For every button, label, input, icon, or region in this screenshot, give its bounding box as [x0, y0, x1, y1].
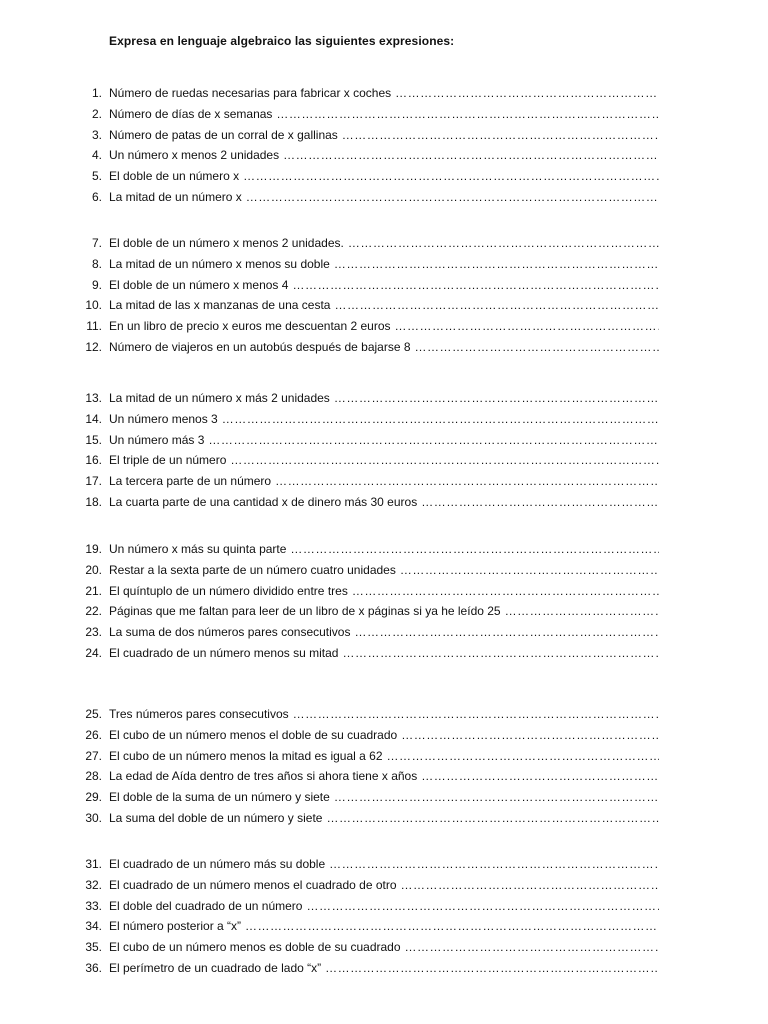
- exercise-text: El cubo de un número menos el doble de su cuadrado: [109, 727, 398, 742]
- exercise-number: 28.: [85, 769, 102, 784]
- exercise-item: [0, 146, 768, 164]
- answer-dotted-line[interactable]: [348, 234, 659, 252]
- exercise-number: 12.: [85, 340, 102, 354]
- exercise-number: 1.: [91, 86, 102, 100]
- answer-dotted-line[interactable]: [326, 809, 659, 827]
- exercise-line: [109, 126, 659, 144]
- exercise-line: [109, 296, 659, 314]
- exercise-text: Número de viajeros en un autobús después de bajarse 8: [109, 340, 411, 354]
- answer-dotted-line[interactable]: [325, 959, 659, 977]
- exercise-line: [109, 84, 659, 102]
- exercise-text: La mitad de un número x más 2 unidades: [109, 391, 330, 405]
- answer-dotted-line[interactable]: [415, 338, 659, 356]
- exercise-text: El cuadrado de un número menos su mitad: [109, 646, 339, 660]
- exercise-item: [0, 644, 768, 662]
- exercise-text: El doble de un número x menos 4: [109, 277, 289, 292]
- answer-dotted-line[interactable]: [405, 938, 659, 956]
- exercise-number: 14.: [85, 411, 102, 426]
- exercise-line: [109, 917, 659, 935]
- answer-dotted-line[interactable]: [246, 188, 659, 206]
- answer-dotted-line[interactable]: [387, 747, 660, 765]
- exercise-item: [0, 705, 768, 723]
- exercise-number: 17.: [85, 474, 102, 489]
- exercise-text: El número posterior a “x”: [109, 919, 242, 934]
- exercise-number: 10.: [85, 298, 102, 313]
- exercise-line: [109, 451, 659, 469]
- exercise-text: El doble de la suma de un número y siete: [109, 790, 330, 805]
- exercise-item: [0, 255, 768, 273]
- exercise-text: La mitad de un número x menos su doble: [109, 256, 330, 271]
- exercise-text: La edad de Aída dentro de tres años si ahora tiene x años: [109, 769, 418, 784]
- exercise-number: 15.: [85, 432, 102, 447]
- exercise-line: [109, 644, 659, 662]
- answer-dotted-line[interactable]: [290, 540, 659, 558]
- answer-dotted-line[interactable]: [329, 855, 659, 873]
- exercise-item: [0, 389, 768, 407]
- exercise-text: La suma de dos números pares consecutivos: [109, 625, 351, 640]
- answer-dotted-line[interactable]: [230, 451, 659, 469]
- exercise-number: 13.: [85, 391, 102, 405]
- exercise-number: 34.: [85, 919, 102, 934]
- exercise-item: [0, 726, 768, 744]
- exercise-line: [109, 561, 659, 579]
- exercise-text: El cuadrado de un número más su doble: [109, 857, 326, 871]
- exercise-line: [109, 255, 659, 273]
- exercise-item: [0, 809, 768, 827]
- answer-dotted-line[interactable]: [342, 644, 659, 662]
- exercise-number: 31.: [85, 857, 102, 871]
- exercise-number: 27.: [85, 748, 102, 763]
- exercise-line: [109, 705, 659, 723]
- exercise-number: 5.: [91, 169, 102, 184]
- exercise-number: 19.: [85, 542, 102, 556]
- exercise-number: 36.: [85, 961, 102, 975]
- exercise-item: [0, 493, 768, 511]
- exercise-line: [109, 602, 659, 620]
- answer-dotted-line[interactable]: [395, 84, 659, 102]
- exercise-line: [109, 897, 659, 915]
- exercise-number: 32.: [85, 877, 102, 892]
- exercise-line: [109, 338, 659, 356]
- exercise-line: [109, 788, 659, 806]
- exercise-line: [109, 582, 659, 600]
- answer-dotted-line[interactable]: [334, 255, 659, 273]
- exercise-text: Tres números pares consecutivos: [109, 707, 289, 721]
- exercise-line: [109, 234, 659, 252]
- exercise-item: [0, 234, 768, 252]
- exercise-item: [0, 582, 768, 600]
- exercise-item: [0, 105, 768, 123]
- exercise-line: [109, 767, 659, 785]
- exercise-text: Un número x más su quinta parte: [109, 542, 287, 556]
- exercise-item: [0, 788, 768, 806]
- exercise-item: [0, 540, 768, 558]
- exercise-line: [109, 809, 659, 827]
- answer-dotted-line[interactable]: [395, 317, 659, 335]
- exercise-number: 23.: [85, 625, 102, 640]
- exercise-number: 7.: [91, 236, 102, 250]
- answer-dotted-line[interactable]: [354, 623, 659, 641]
- exercise-text: Un número menos 3: [109, 411, 218, 426]
- exercise-text: El doble del cuadrado de un número: [109, 898, 303, 913]
- exercise-number: 16.: [85, 453, 102, 468]
- answer-dotted-line[interactable]: [421, 767, 659, 785]
- exercise-item: [0, 276, 768, 294]
- exercise-item: [0, 561, 768, 579]
- exercise-item: [0, 876, 768, 894]
- answer-dotted-line[interactable]: [342, 126, 659, 144]
- exercise-item: [0, 602, 768, 620]
- exercise-text: Un número más 3: [109, 432, 205, 447]
- answer-dotted-line[interactable]: [222, 410, 659, 428]
- exercise-text: La tercera parte de un número: [109, 474, 272, 489]
- answer-dotted-line[interactable]: [245, 917, 659, 935]
- answer-dotted-line[interactable]: [421, 493, 659, 511]
- exercise-line: [109, 493, 659, 511]
- exercise-number: 2.: [91, 106, 102, 121]
- answer-dotted-line[interactable]: [505, 602, 659, 620]
- answer-dotted-line[interactable]: [401, 876, 659, 894]
- exercise-item: [0, 167, 768, 185]
- answer-dotted-line[interactable]: [292, 276, 659, 294]
- exercise-text: El cuadrado de un número menos el cuadrado de otro: [109, 877, 397, 892]
- exercise-text: La mitad de un número x: [109, 190, 242, 204]
- exercise-item: [0, 296, 768, 314]
- exercise-number: 6.: [91, 190, 102, 204]
- exercise-line: [109, 959, 659, 977]
- exercise-item: [0, 410, 768, 428]
- exercise-line: [109, 726, 659, 744]
- exercise-text: Número de ruedas necesarias para fabricar x coches: [109, 86, 392, 100]
- exercise-text: El triple de un número: [109, 453, 227, 468]
- exercise-line: [109, 410, 659, 428]
- answer-dotted-line[interactable]: [334, 788, 659, 806]
- exercise-item: [0, 938, 768, 956]
- exercise-item: [0, 623, 768, 641]
- exercise-number: 8.: [91, 256, 102, 271]
- answer-dotted-line[interactable]: [400, 561, 659, 579]
- exercise-line: [109, 623, 659, 641]
- exercise-text: Número de patas de un corral de x gallinas: [109, 127, 338, 142]
- exercise-number: 9.: [91, 277, 102, 292]
- answer-dotted-line[interactable]: [208, 431, 659, 449]
- exercise-number: 26.: [85, 727, 102, 742]
- exercise-item: [0, 338, 768, 356]
- exercise-item: [0, 959, 768, 977]
- exercise-line: [109, 188, 659, 206]
- exercise-number: 4.: [91, 148, 102, 163]
- exercise-line: [109, 540, 659, 558]
- exercise-item: [0, 917, 768, 935]
- answer-dotted-line[interactable]: [352, 582, 659, 600]
- exercise-item: [0, 747, 768, 765]
- exercise-line: [109, 146, 659, 164]
- answer-dotted-line[interactable]: [293, 705, 659, 723]
- exercise-item: [0, 188, 768, 206]
- exercise-text: La suma del doble de un número y siete: [109, 811, 323, 825]
- answer-dotted-line[interactable]: [275, 472, 659, 490]
- exercise-item: [0, 855, 768, 873]
- exercise-number: 29.: [85, 790, 102, 805]
- exercise-line: [109, 105, 659, 123]
- exercise-line: [109, 276, 659, 294]
- exercise-number: 21.: [85, 583, 102, 598]
- exercise-number: 24.: [85, 646, 102, 660]
- answer-dotted-line[interactable]: [306, 897, 659, 915]
- answer-dotted-line[interactable]: [276, 105, 659, 123]
- exercise-line: [109, 389, 659, 407]
- exercise-line: [109, 938, 659, 956]
- exercise-item: [0, 126, 768, 144]
- exercise-item: [0, 472, 768, 490]
- answer-dotted-line[interactable]: [401, 726, 659, 744]
- exercise-number: 33.: [85, 898, 102, 913]
- exercise-number: 22.: [85, 604, 102, 619]
- exercise-item: [0, 767, 768, 785]
- exercise-line: [109, 167, 659, 185]
- exercise-text: La cuarta parte de una cantidad x de dinero más 30 euros: [109, 495, 418, 509]
- exercise-line: [109, 855, 659, 873]
- exercise-item: [0, 84, 768, 102]
- exercise-text: En un libro de precio x euros me descuentan 2 euros: [109, 319, 391, 334]
- exercise-text: El cubo de un número menos es doble de su cuadrado: [109, 940, 401, 955]
- exercise-text: El perímetro de un cuadrado de lado “x”: [109, 961, 322, 975]
- exercise-text: El cubo de un número menos la mitad es igual a 62: [109, 748, 383, 763]
- exercise-item: [0, 431, 768, 449]
- worksheet-title: Expresa en lenguaje algebraico las siguientes expresiones:: [109, 34, 455, 48]
- exercise-line: [109, 747, 659, 765]
- answer-dotted-line[interactable]: [334, 389, 659, 407]
- exercise-line: [109, 431, 659, 449]
- exercise-number: 35.: [85, 940, 102, 955]
- exercise-number: 11.: [86, 319, 102, 334]
- exercise-text: Restar a la sexta parte de un número cuatro unidades: [109, 562, 396, 577]
- exercise-number: 18.: [85, 495, 102, 509]
- exercise-line: [109, 472, 659, 490]
- exercise-text: La mitad de las x manzanas de una cesta: [109, 298, 331, 313]
- exercise-text: Un número x menos 2 unidades: [109, 148, 280, 163]
- exercise-number: 30.: [85, 811, 102, 825]
- exercise-text: El quíntuplo de un número dividido entre tres: [109, 583, 348, 598]
- exercise-text: Número de días de x semanas: [109, 106, 273, 121]
- exercise-item: [0, 451, 768, 469]
- exercise-item: [0, 897, 768, 915]
- exercise-text: El doble de un número x menos 2 unidades.: [109, 236, 344, 250]
- exercise-number: 20.: [85, 562, 102, 577]
- exercise-number: 3.: [91, 127, 102, 142]
- exercise-line: [109, 317, 659, 335]
- exercise-text: Páginas que me faltan para leer de un libro de x páginas si ya he leído 25: [109, 604, 501, 619]
- exercise-number: 25.: [85, 707, 102, 721]
- exercise-line: [109, 876, 659, 894]
- answer-dotted-line[interactable]: [243, 167, 659, 185]
- answer-dotted-line[interactable]: [283, 146, 659, 164]
- answer-dotted-line[interactable]: [334, 296, 659, 314]
- exercise-text: El doble de un número x: [109, 169, 240, 184]
- exercise-item: [0, 317, 768, 335]
